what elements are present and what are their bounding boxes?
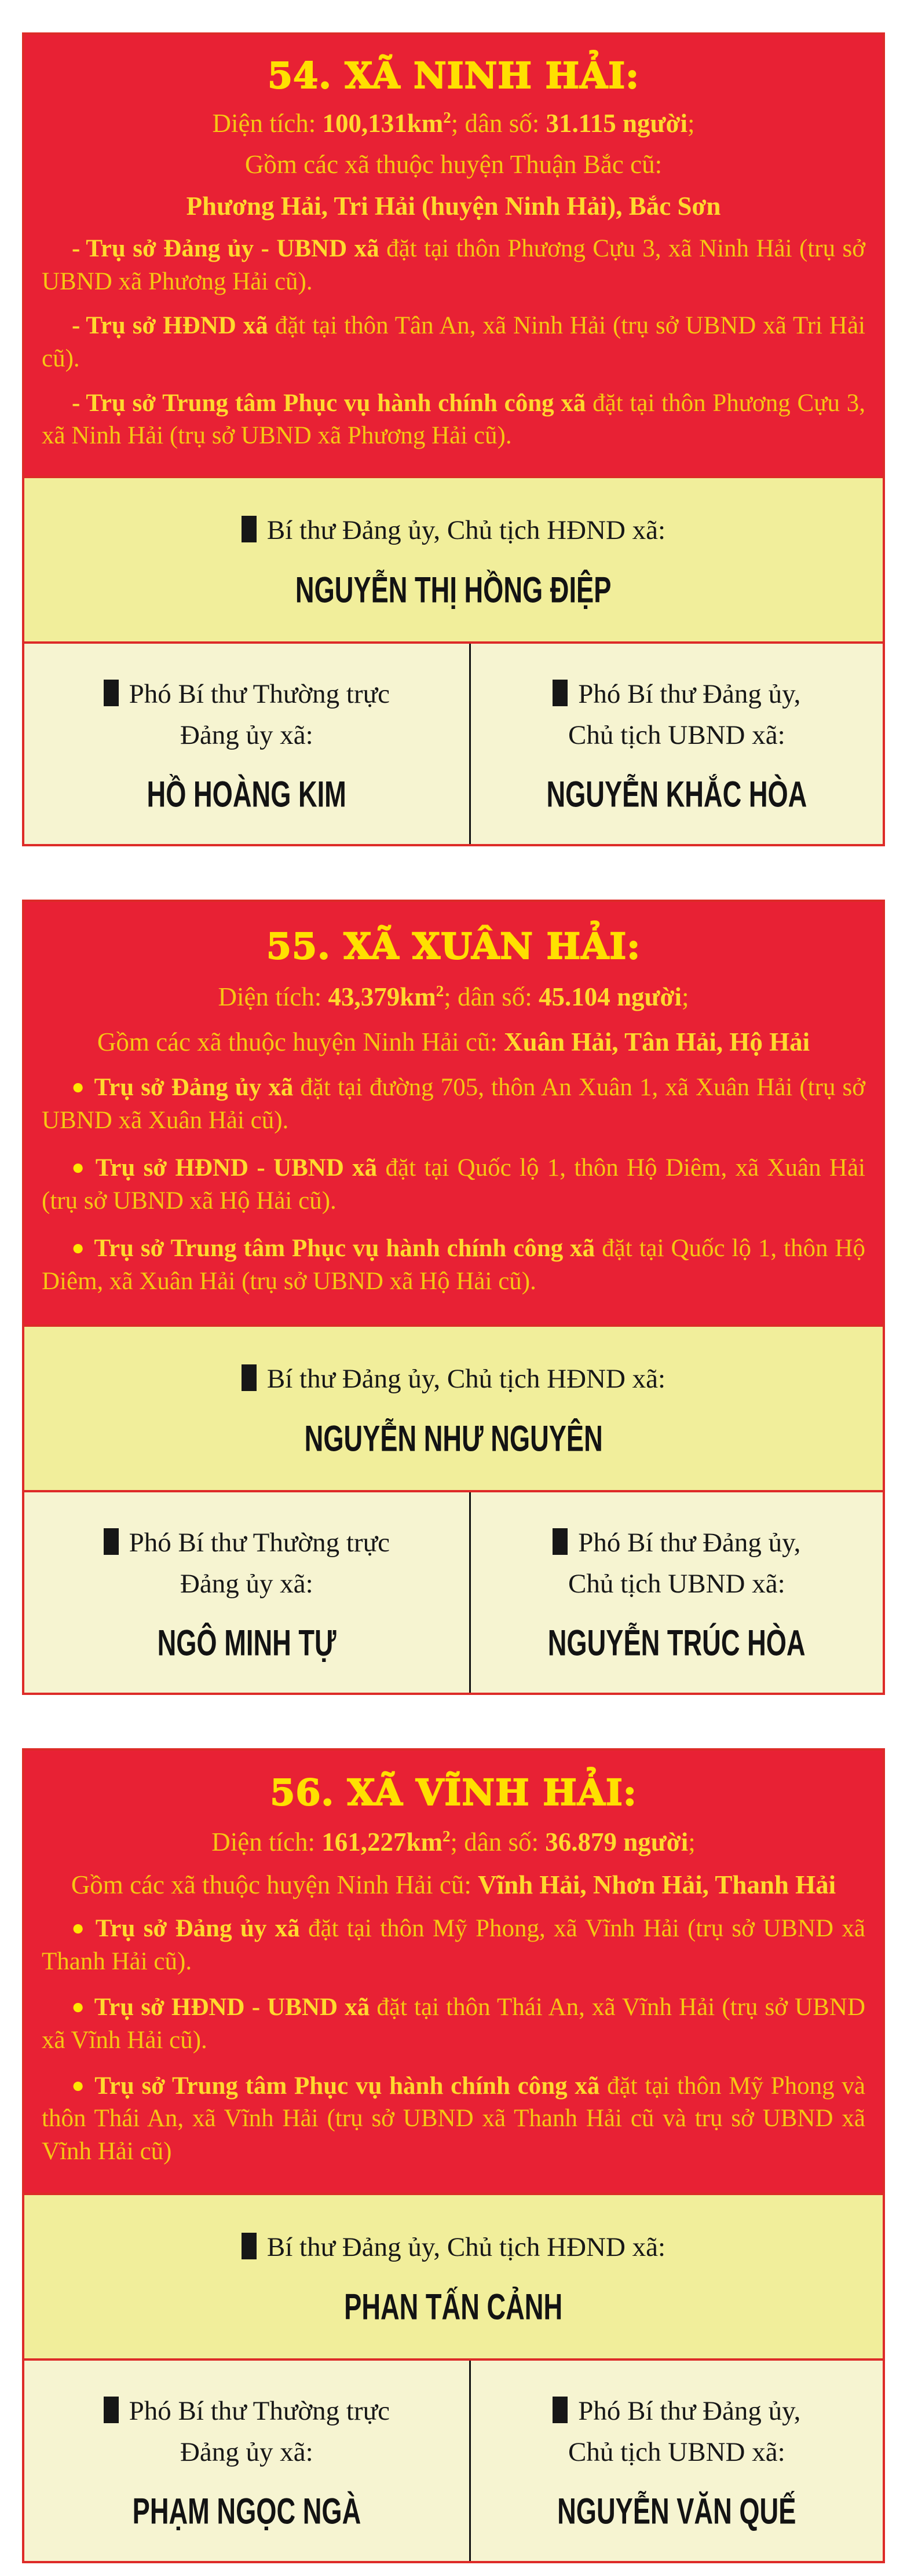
circle-bullet-icon: ● bbox=[72, 1995, 85, 2018]
office-location-item: ● Trụ sở Trung tâm Phục vụ hành chính công xã đặt tại Quốc lộ 1, thôn Hộ Diêm, xã Xuân Hải (trụ sở UBND xã Hộ Hải cũ). bbox=[42, 1235, 865, 1295]
deputy-left-cell bbox=[24, 1492, 471, 1693]
deputy-right-cell bbox=[471, 644, 883, 844]
area-label: Diện tích: bbox=[218, 982, 328, 1011]
stats-end: ; bbox=[687, 108, 695, 138]
communes-intro: Gồm các xã thuộc huyện Thuận Bắc cũ: bbox=[244, 150, 663, 179]
deputy-right-cell bbox=[471, 2361, 883, 2561]
dash-bullet-icon: - bbox=[72, 312, 81, 340]
secretary-panel bbox=[24, 476, 883, 641]
deputies-panel bbox=[24, 1490, 883, 1693]
square-bullet-icon bbox=[104, 2397, 119, 2423]
square-bullet-icon bbox=[553, 2397, 568, 2423]
office-location-item: - Trụ sở Trung tâm Phục vụ hành chính công xã đặt tại thôn Phương Cựu 3, xã Ninh Hải (trụ sở UBND xã Phương Hải cũ). bbox=[42, 389, 865, 450]
square-bullet-icon bbox=[553, 1528, 568, 1555]
population-label: ; dân số: bbox=[450, 1827, 546, 1856]
deputy-left-name: HỒ HOÀNG KIM bbox=[147, 774, 346, 815]
deputy-left-name: NGÔ MINH TỰ bbox=[157, 1623, 337, 1664]
commune-info-panel bbox=[24, 35, 883, 476]
area-label: Diện tích: bbox=[211, 1827, 322, 1856]
stats-end: ; bbox=[681, 982, 689, 1011]
area-sup: 2 bbox=[442, 1827, 451, 1845]
population-value: 31.115 người bbox=[546, 108, 687, 138]
secretary-name: PHAN TẤN CẢNH bbox=[344, 2287, 563, 2328]
communes-names: Xuân Hải, Tân Hải, Hộ Hải bbox=[504, 1027, 810, 1056]
commune-section-56 bbox=[22, 1748, 885, 2563]
circle-bullet-icon: ● bbox=[72, 1156, 86, 1179]
office-location-item: - Trụ sở Đảng ủy - UBND xã đặt tại thôn Phương Cựu 3, xã Ninh Hải (trụ sở UBND xã Phương Hải cũ). bbox=[42, 235, 865, 295]
square-bullet-icon bbox=[242, 2233, 257, 2259]
deputy-left-name: PHẠM NGỌC NGÀ bbox=[132, 2491, 361, 2532]
population-value: 36.879 người bbox=[545, 1827, 689, 1856]
deputy-left-cell bbox=[24, 644, 471, 844]
secretary-title: Bí thư Đảng ủy, Chủ tịch HĐND xã: bbox=[242, 1359, 665, 1400]
area-sup: 2 bbox=[436, 982, 444, 1000]
area-label: Diện tích: bbox=[212, 108, 323, 138]
square-bullet-icon bbox=[242, 516, 257, 542]
circle-bullet-icon: ● bbox=[72, 1076, 85, 1098]
office-location-item: ● Trụ sở Đảng ủy xã đặt tại thôn Mỹ Phong, xã Vĩnh Hải (trụ sở UBND xã Thanh Hải cũ). bbox=[42, 1915, 865, 1975]
population-label: ; dân số: bbox=[451, 108, 546, 138]
secretary-title: Bí thư Đảng ủy, Chủ tịch HĐND xã: bbox=[242, 2227, 665, 2268]
circle-bullet-icon: ● bbox=[72, 2074, 86, 2097]
dash-bullet-icon: - bbox=[72, 235, 81, 263]
secretary-name: NGUYỄN NHƯ NGUYÊN bbox=[304, 1418, 603, 1459]
office-location-item: ● Trụ sở HĐND - UBND xã đặt tại Quốc lộ 1, thôn Hộ Diêm, xã Xuân Hải (trụ sở UBND xã Hộ Hải cũ). bbox=[42, 1154, 865, 1214]
area-value: 100,131km bbox=[322, 108, 444, 138]
stats-end: ; bbox=[688, 1827, 696, 1856]
office-location-item: - Trụ sở HĐND xã đặt tại thôn Tân An, xã Ninh Hải (trụ sở UBND xã Tri Hải cũ). bbox=[42, 312, 866, 373]
area-population-line bbox=[42, 108, 865, 138]
deputy-right-name: NGUYỄN VĂN QUẾ bbox=[557, 2491, 796, 2532]
population-value: 45.104 người bbox=[539, 982, 682, 1011]
communes-names: Vĩnh Hải, Nhơn Hải, Thanh Hải bbox=[478, 1870, 836, 1899]
area-population-line bbox=[42, 1827, 865, 1857]
section-title: 54. XÃ NINH HẢI: bbox=[267, 54, 640, 97]
deputy-left-title: Phó Bí thư Thường trực Đảng ủy xã: bbox=[104, 1522, 390, 1604]
deputies-panel bbox=[24, 2358, 883, 2561]
commune-info-panel bbox=[24, 902, 883, 1324]
commune-info-panel bbox=[24, 1751, 883, 2193]
deputies-panel bbox=[24, 641, 883, 844]
deputy-right-title: Phó Bí thư Đảng ủy, Chủ tịch UBND xã: bbox=[553, 674, 800, 755]
secretary-panel bbox=[24, 1324, 883, 1490]
commune-section-55 bbox=[22, 900, 885, 1695]
communes-names: Phương Hải, Tri Hải (huyện Ninh Hải), Bắc Sơn bbox=[186, 192, 721, 221]
deputy-left-title: Phó Bí thư Thường trực Đảng ủy xã: bbox=[104, 674, 390, 755]
circle-bullet-icon: ● bbox=[72, 1917, 86, 1939]
square-bullet-icon bbox=[553, 680, 568, 706]
section-title: 56. XÃ VĨNH HẢI: bbox=[270, 1771, 637, 1814]
communes-line: Gồm các xã thuộc huyện Ninh Hải cũ: Vĩnh Hải, Nhơn Hải, Thanh Hải bbox=[71, 1870, 836, 1899]
deputy-right-title: Phó Bí thư Đảng ủy, Chủ tịch UBND xã: bbox=[553, 1522, 800, 1604]
area-value: 43,379km bbox=[328, 982, 436, 1011]
square-bullet-icon bbox=[104, 1528, 119, 1555]
secretary-panel bbox=[24, 2193, 883, 2358]
deputy-right-title: Phó Bí thư Đảng ủy, Chủ tịch UBND xã: bbox=[553, 2391, 800, 2472]
deputy-left-title: Phó Bí thư Thường trực Đảng ủy xã: bbox=[104, 2391, 390, 2472]
square-bullet-icon bbox=[104, 680, 119, 706]
deputy-right-name: NGUYỄN TRÚC HÒA bbox=[547, 1623, 806, 1664]
population-label: ; dân số: bbox=[444, 982, 539, 1011]
communes-line: Gồm các xã thuộc huyện Ninh Hải cũ: Xuân Hải, Tân Hải, Hộ Hải bbox=[97, 1027, 810, 1056]
secretary-name: NGUYỄN THỊ HỒNG ĐIỆP bbox=[295, 570, 612, 611]
deputy-left-cell bbox=[24, 2361, 471, 2561]
office-location-item: ● Trụ sở Đảng ủy xã đặt tại đường 705, thôn An Xuân 1, xã Xuân Hải (trụ sở UBND xã Xuân Hải cũ). bbox=[42, 1074, 865, 1134]
secretary-title: Bí thư Đảng ủy, Chủ tịch HĐND xã: bbox=[242, 510, 665, 551]
area-population-line bbox=[42, 982, 865, 1012]
area-sup: 2 bbox=[443, 108, 451, 126]
deputy-right-name: NGUYỄN KHẮC HÒA bbox=[546, 774, 807, 815]
commune-section-54 bbox=[22, 32, 885, 846]
deputy-right-cell bbox=[471, 1492, 883, 1693]
office-location-item: ● Trụ sở HĐND - UBND xã đặt tại thôn Thái An, xã Vĩnh Hải (trụ sở UBND xã Vĩnh Hải cũ). bbox=[42, 1993, 865, 2054]
area-value: 161,227km bbox=[321, 1827, 442, 1856]
circle-bullet-icon: ● bbox=[72, 1236, 85, 1259]
office-location-item: ● Trụ sở Trung tâm Phục vụ hành chính công xã đặt tại thôn Mỹ Phong và thôn Thái An, xã Vĩnh Hải (trụ sở UBND xã Thanh Hải cũ và trụ sở UBND xã Vĩnh Hải cũ) bbox=[42, 2072, 865, 2165]
dash-bullet-icon: - bbox=[72, 389, 81, 417]
section-title: 55. XÃ XUÂN HẢI: bbox=[266, 924, 641, 967]
square-bullet-icon bbox=[242, 1364, 257, 1391]
